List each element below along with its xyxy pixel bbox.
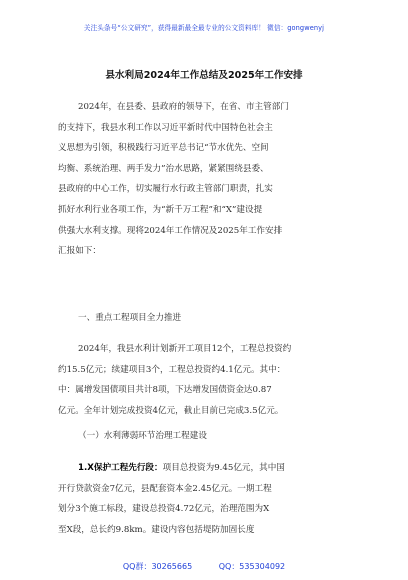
text-line: 2024年，我县水利计划新开工项目12个，工程总投资约 [78, 344, 292, 354]
text-line: 开行贷款资金7亿元，县配套资本金2.45亿元。一期工程 [58, 483, 272, 494]
text-line: 抓好水利行业各项工作，为“新千万工程”和“X”建设提 [58, 204, 263, 215]
header-note: 关注头条号“公文研究”，获得最新最全最专业的公文资料库！ 微信：gongwenyj [83, 24, 325, 32]
footer [0, 561, 408, 572]
text-line: 汇报如下： [58, 246, 101, 257]
intro-paragraph [58, 97, 358, 262]
item1-paragraph [58, 458, 358, 540]
document-title: 县水利局2024年工作总结及2025年工作安排 [105, 70, 303, 81]
footer-qq-group: QQ群：30265665 [122, 562, 193, 571]
text-line: 划分3个施工标段，建设总投资4.72亿元，治理范围为X [58, 504, 270, 515]
text-line: 2024年，在县委、县政府的领导下，在省、市主管部门 [78, 102, 289, 112]
text-line: 的支持下，我县水利工作以习近平新时代中国特色社会主 [58, 122, 273, 133]
text-line: 供强大水利支撑。现将2024年工作情况及2025年工作安排 [58, 225, 283, 236]
text-line [58, 458, 358, 479]
section1-paragraph [58, 339, 358, 421]
text-line: 至X段，总长约9.8km。建设内容包括堤防加固长度 [58, 524, 255, 535]
section-heading: 一、重点工程项目全力推进 [78, 313, 182, 323]
footer-qq: QQ：535304092 [218, 562, 286, 571]
text-line: 均衡、系统治理、两手发力”治水思路，紧紧围绕县委、 [58, 163, 269, 174]
text-line: 约15.5亿元；续建项目3个，工程总投资约4.1亿元。其中： [58, 364, 286, 375]
item-label: 1.X保护工程先行段： [78, 463, 163, 473]
text-line: 义思想为引领，积极践行习近平总书记“节水优先、空间 [58, 143, 269, 154]
text-line: 县政府的中心工作，切实履行水行政主管部门职责，扎实 [58, 184, 273, 195]
text-line: 中：属增发国债项目共计8项，下达增发国债资金达0.87 [58, 385, 272, 396]
subsection-heading: （一）水利薄弱环节治理工程建设 [78, 431, 207, 441]
item-text: 项目总投资为9.45亿元，其中国 [162, 463, 285, 473]
text-line: 亿元。全年计划完成投资4亿元，截止目前已完成3.5亿元。 [58, 405, 284, 416]
